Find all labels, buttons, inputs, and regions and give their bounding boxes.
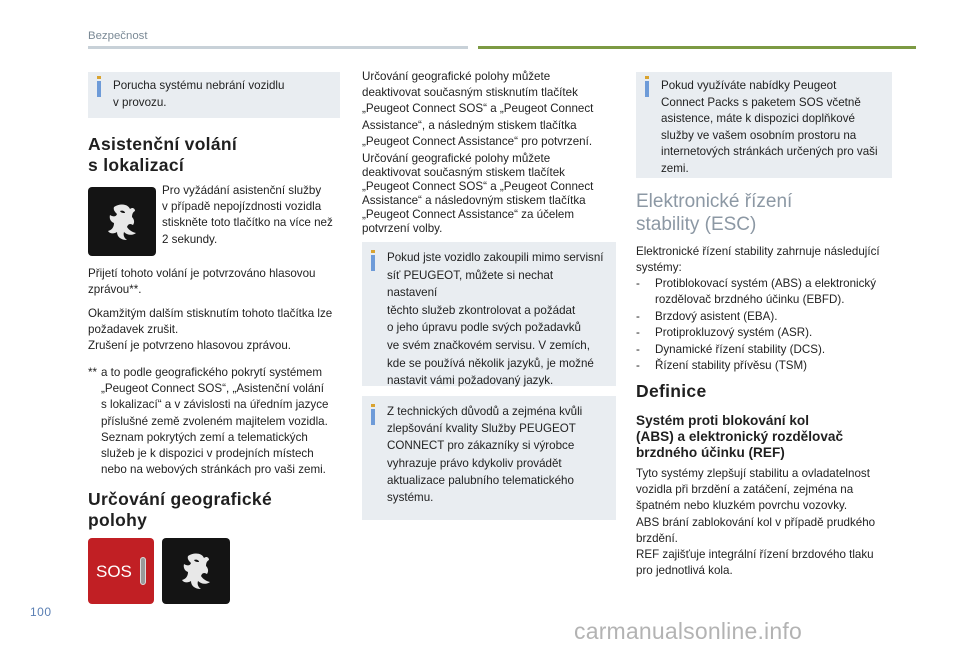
assistance-button-instructions: Pro vyžádání asistenční služby v případě nepojízdnosti vozidla stiskněte toto tlačítko na více než 2 sekundy. (162, 184, 333, 246)
footnote-marker: ** (88, 366, 98, 379)
header-rule-gray (88, 46, 468, 49)
info-note-fault (88, 72, 340, 118)
info-icon (371, 409, 375, 425)
header-rule-green (478, 46, 916, 49)
paragraph-deactivate-1: Určování geografické polohy můžete deaktivovat současným stisknutím tlačítek „Peugeot Connect SOS“ a „Peugeot Connect Assistance“, a následným stiskem tlačítka „Peugeot Connect Assistance“ pro potvrzení. (362, 70, 594, 148)
peugeot-lion-icon (102, 201, 142, 243)
watermark: carmanualsonline.info (574, 618, 802, 644)
info-icon (97, 81, 101, 97)
note-line: v provozu. (113, 95, 167, 109)
heading-geolocation: Určování geografické polohy (88, 489, 272, 530)
sos-label: SOS (96, 562, 132, 581)
peugeot-lion-icon (176, 550, 216, 592)
esc-systems-list (636, 276, 901, 374)
paragraph-confirmation: Přijetí tohoto volání je potvrzováno hlasovou zprávou**. (88, 267, 316, 297)
page-number: 100 (30, 605, 52, 619)
info-note-updates: Z technických důvodů a zejména kvůli zlepšování kvality Služby PEUGEOT CONNECT pro zákazníky si výrobce vyhrazuje právo kdykoliv provádět aktualizace palubního telematického systému. (362, 396, 616, 520)
paragraph-esc-intro: Elektronické řízení stability zahrnuje následující systémy: (636, 245, 880, 275)
paragraph-cancel: Okamžitým dalším stisknutím tohoto tlačítka lze požadavek zrušit. Zrušení je potvrzeno hlasovou zprávou. (88, 307, 333, 353)
sos-switch-icon (140, 557, 146, 585)
list-item: - Brzdový asistent (EBA). (636, 309, 901, 325)
list-item: - Protiprokluzový systém (ASR). (636, 325, 901, 341)
heading-definitions: Definice (636, 381, 707, 401)
list-item: - Protiblokovací systém (ABS) a elektronický rozdělovač brzdného účinku (EBFD). (636, 276, 901, 309)
paragraph-abs-ref: Tyto systémy zlepšují stabilitu a ovladatelnost vozidla při brzdění a zatáčení, zejména na špatném nebo kluzkém povrchu vozovky. ABS brání zablokování kol v případě prudkého brzdění. REF zajišťuje integrální řízení brzdového tlaku pro jednotlivá kola. (636, 467, 876, 578)
info-note-service: Pokud jste vozidlo zakoupili mimo servisní síť PEUGEOT, můžete si nechat nastavení těchto služeb zkontrolovat a požádat o jeho úpravu podle svých požadavků ve svém značkovém servisu. V zemích, kde se používá několik jazyků, je možné nastavit vámi požadovaný jazyk. (362, 242, 616, 386)
section-title: Bezpečnost (88, 30, 148, 42)
list-item: - Dynamické řízení stability (DCS). (636, 342, 901, 358)
paragraph-deactivate-2: Určování geografické polohy můžete deaktivovat současným stiskem tlačítek „Peugeot Connect SOS“ a „Peugeot Connect Assistance“ a následovným stiskem tlačítka „Peugeot Connect Assistance“ za účelem potvrzení volby. (362, 152, 594, 235)
assistance-button-secondary[interactable] (162, 538, 230, 604)
info-note-connect-packs: Pokud využíváte nabídky Peugeot Connect Packs s paketem SOS včetně asistence, máte k dispozici doplňkové služby ve vašem osobním prostoru na internetových stránkách určených pro vaši zemi. (636, 72, 892, 178)
assistance-button[interactable] (88, 187, 156, 256)
info-icon (645, 81, 649, 97)
heading-assistance-call: Asistenční volání s lokalizací (88, 134, 238, 175)
sos-button[interactable] (88, 538, 154, 604)
footnote-text: a to podle geografického pokrytí systémem „Peugeot Connect SOS“, „Asistenční volání s lokalizací“ a v závislosti na úředním jazyce příslušné země zvoleném majitelem vozidla. Seznam pokrytých zemí a telematických služeb je k dispozici v prodejních místech nebo na webových stránkách pro vaši zemi. (101, 366, 329, 477)
heading-esc: Elektronické řízení stability (ESC) (636, 191, 793, 235)
subheading-abs-ref: Systém proti blokování kol (ABS) a elektronický rozdělovač brzdného účinku (REF) (636, 413, 843, 460)
list-item: - Řízení stability přívěsu (TSM) (636, 358, 901, 374)
info-icon (371, 255, 375, 271)
note-line: Porucha systému nebrání vozidlu (113, 79, 285, 92)
